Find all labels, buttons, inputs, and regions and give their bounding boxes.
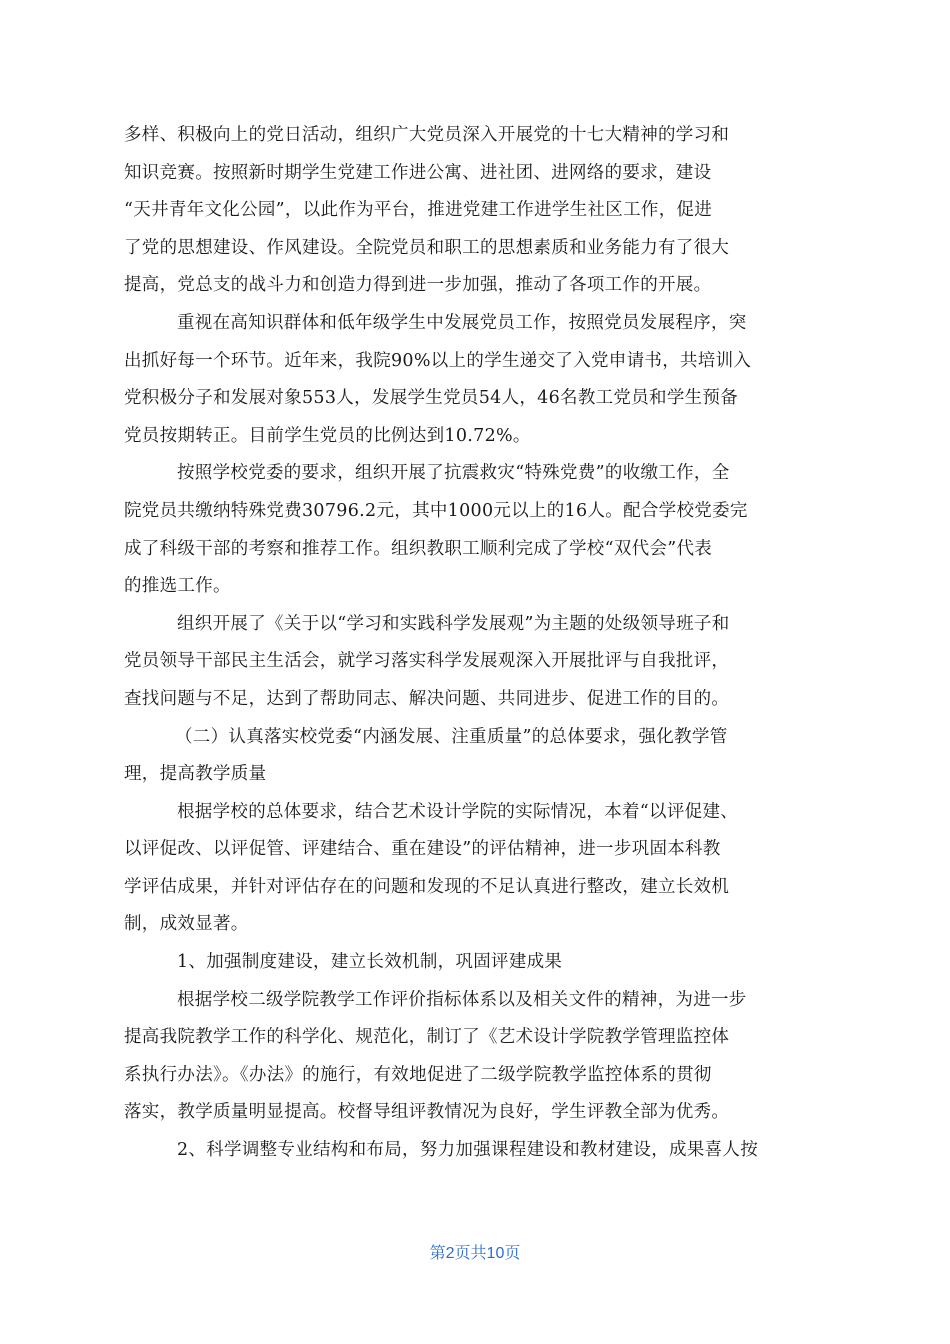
text-line: 查找问题与不足，达到了帮助同志、解决问题、共同进步、促进工作的目的。 bbox=[124, 688, 730, 709]
text-line: （二）认真落实校党委“内涵发展、注重质量”的总体要求，强化教学管 bbox=[175, 726, 728, 747]
paragraph bbox=[124, 305, 814, 455]
text-line: 出抓好每一个环节。近年来，我院90%以上的学生递交了入党申请书，共培训入 bbox=[124, 350, 752, 371]
text-line: 成了科级干部的考察和推荐工作。组织教职工顺利完成了学校“双代会”代表 bbox=[124, 538, 713, 559]
text-line: 学评估成果，并针对评估存在的问题和发现的不足认真进行整改，建立长效机 bbox=[124, 876, 730, 897]
paragraph bbox=[124, 455, 814, 605]
text-line: 的推选工作。 bbox=[124, 576, 231, 597]
text-line: “天井青年文化公园”，以此作为平台，推进党建工作进学生社区工作，促进 bbox=[124, 200, 713, 221]
text-line: 提高，党总支的战斗力和创造力得到进一步加强，推动了各项工作的开展。 bbox=[124, 275, 712, 296]
page-number-label: 第2页共10页 bbox=[429, 1245, 521, 1262]
paragraph bbox=[124, 606, 814, 719]
text-line: 根据学校二级学院教学工作评价指标体系以及相关文件的精神，为进一步 bbox=[177, 989, 747, 1010]
paragraph bbox=[124, 117, 814, 305]
paragraph bbox=[124, 794, 814, 944]
section-heading bbox=[124, 719, 814, 794]
document-body bbox=[124, 117, 814, 1170]
text-line: 系执行办法》。《办法》的施行，有效地促进了二级学院教学监控体系的贯彻 bbox=[124, 1064, 712, 1085]
text-line: 提高我院教学工作的科学化、规范化，制订了《艺术设计学院教学管理监控体 bbox=[124, 1027, 730, 1048]
text-line: 党员领导干部民主生活会，就学习落实科学发展观深入开展批评与自我批评， bbox=[124, 651, 730, 672]
paragraph bbox=[124, 982, 814, 1132]
text-line: 理，提高教学质量 bbox=[124, 764, 267, 785]
text-line: 了党的思想建设、作风建设。全院党员和职工的思想素质和业务能力有了很大 bbox=[124, 237, 730, 258]
page-footer bbox=[0, 1240, 950, 1263]
text-line: 知识竞赛。按照新时期学生党建工作进公寓、进社团、进网络的要求，建设 bbox=[124, 162, 712, 183]
paragraph bbox=[124, 1132, 814, 1170]
text-line: 院党员共缴纳特殊党费30796.2元，其中1000元以上的16人。配合学校党委完 bbox=[124, 500, 748, 521]
text-line: 1、加强制度建设，建立长效机制，巩固评建成果 bbox=[177, 952, 563, 973]
text-line: 党积极分子和发展对象553人，发展学生党员54人，46名教工党员和学生预备 bbox=[124, 388, 739, 409]
text-line: 落实，教学质量明显提高。校督导组评教情况为良好，学生评教全部为优秀。 bbox=[124, 1102, 730, 1123]
text-line: 重视在高知识群体和低年级学生中发展党员工作，按照党员发展程序，突 bbox=[177, 312, 747, 333]
text-line: 根据学校的总体要求，结合艺术设计学院的实际情况，本着“以评促建、 bbox=[177, 801, 739, 822]
text-line: 按照学校党委的要求，组织开展了抗震救灾“特殊党费”的收缴工作，全 bbox=[177, 463, 730, 484]
text-line: 2、科学调整专业结构和布局，努力加强课程建设和教材建设，成果喜人按 bbox=[177, 1140, 759, 1161]
text-line: 制，成效显著。 bbox=[124, 914, 249, 935]
text-line: 党员按期转正。目前学生党员的比例达到10.72%。 bbox=[124, 425, 531, 446]
text-line: 多样、积极向上的党日活动，组织广大党员深入开展党的十七大精神的学习和 bbox=[124, 125, 730, 145]
text-line: 以评促改、以评促管、评建结合、重在建设”的评估精神，进一步巩固本科教 bbox=[124, 839, 721, 860]
text-line: 组织开展了《关于以“学习和实践科学发展观”为主题的处级领导班子和 bbox=[177, 613, 730, 634]
paragraph bbox=[124, 944, 814, 982]
